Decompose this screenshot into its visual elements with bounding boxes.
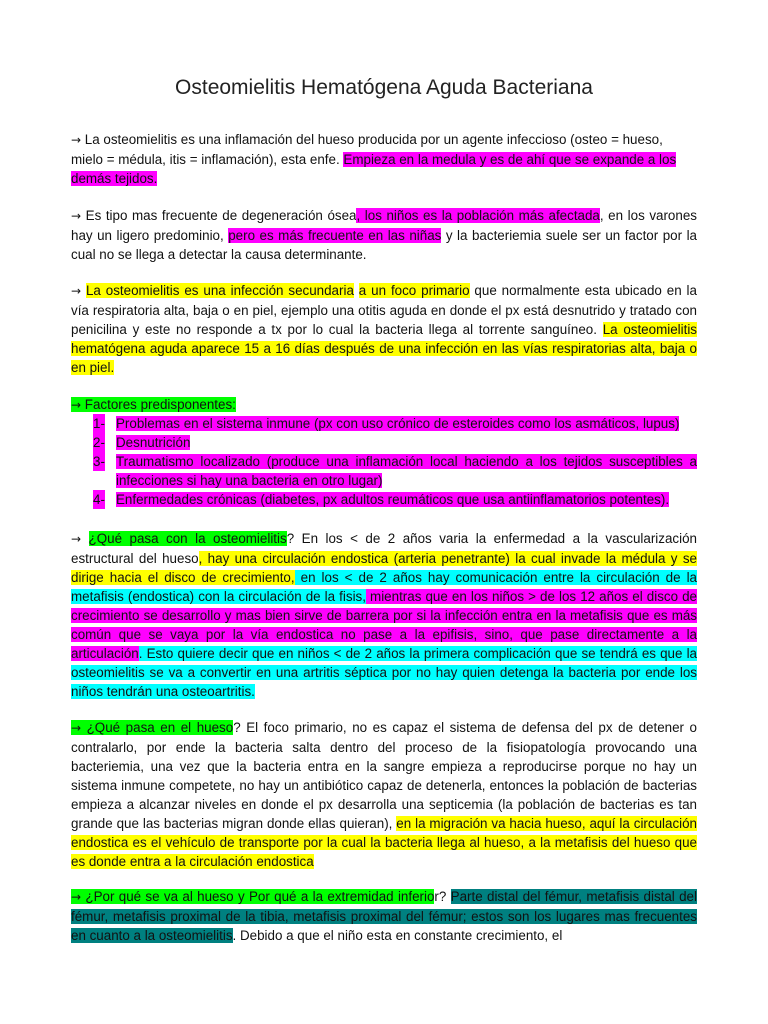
list-number: 2- bbox=[93, 435, 105, 450]
highlight-yellow: a un foco primario bbox=[358, 283, 470, 298]
factors-heading bbox=[71, 395, 697, 415]
highlight-magenta: pero es más frecuente en las niñas bbox=[228, 228, 442, 243]
highlight-cyan: en los < de 2 años hay comunicación entre la circulación de la metafisis (endostica) con la circulación de la fisis, bbox=[71, 570, 697, 604]
highlight-magenta: , los niños es la población más afectada bbox=[356, 208, 600, 223]
list-item bbox=[71, 452, 697, 490]
list-number: 4- bbox=[93, 492, 105, 507]
paragraph-secondary-infection bbox=[71, 281, 697, 377]
list-item bbox=[71, 414, 697, 433]
highlight-yellow: La osteomielitis es una infección secundaria bbox=[85, 283, 354, 298]
arrow-icon: → bbox=[71, 890, 82, 904]
list-item-text: Traumatismo localizado (produce una inflamación local haciendo a los tejidos susceptibles a infecciones si hay una bacteria en otro lugar) bbox=[116, 454, 697, 488]
text-segment bbox=[81, 531, 88, 546]
text-segment: que normalmente esta ubicado en la vía respiratoria alta, baja o en piel, ejemplo una otitis aguda en donde el px está desnutrido y tratado con penicilina y este no responde a tx por lo cual la bacteria llega al torrente sanguíneo. bbox=[71, 283, 697, 337]
paragraph-what-happens bbox=[71, 529, 697, 701]
text-segment: ? En los < de 2 años varia la enfermedad a la vascularización estructural del hueso bbox=[71, 531, 697, 566]
highlight-yellow: La osteomielitis hematógena aguda aparece 15 a 16 días después de una infección en las vías respiratorias alta, baja o en piel. bbox=[71, 322, 697, 375]
paragraph-bone bbox=[71, 718, 697, 871]
highlight-green: ¿Qué pasa en el hueso bbox=[81, 720, 234, 735]
factors-heading-text: Factores predisponentes: bbox=[81, 397, 236, 412]
paragraph-frequency bbox=[71, 206, 697, 264]
highlight-green: ¿Por qué se va al hueso y Por qué a la extremidad inferio bbox=[81, 889, 435, 904]
highlight-green: ¿Qué pasa con la osteomielitis bbox=[88, 531, 287, 546]
text-segment: y la bacteriemia suele ser un factor por la cual no se llega a detectar la causa determinante. bbox=[71, 228, 697, 262]
arrow-icon: → bbox=[71, 209, 82, 223]
list-item-text: Enfermedades crónicas (diabetes, px adultos reumáticos que usa antiinflamatorios potentes). bbox=[116, 492, 670, 507]
paragraph-definition bbox=[71, 130, 697, 188]
arrow-icon: → bbox=[71, 721, 82, 735]
highlight-magenta: Empieza en la medula y es de ahí que se expande a los demás tejidos. bbox=[71, 152, 677, 186]
arrow-icon: → bbox=[71, 398, 82, 412]
text-segment: . Debido a que el niño esta en constante crecimiento, el bbox=[232, 928, 563, 943]
highlight-cyan: . Esto quiere decir que en niños < de 2 años la primera complicación que se tendrá es que la osteomielitis se va a convertir en una artritis séptica por no hay quien detenga la bacteria por ende los niños tendrán una osteoartritis. bbox=[71, 646, 697, 699]
paragraph-lower-limb bbox=[71, 887, 697, 945]
list-item bbox=[71, 490, 697, 509]
arrow-icon: → bbox=[71, 133, 82, 147]
highlight-teal: Parte distal del fémur, metafisis distal del fémur, metafisis proximal de la tibia, metafisis proximal del fémur; estos son los lugares mas frecuentes en cuanto a la osteomielitis bbox=[71, 889, 697, 943]
document-title: Osteomielitis Hematógena Aguda Bacteriana bbox=[175, 76, 593, 99]
arrow-icon: → bbox=[71, 532, 82, 546]
arrow-icon: → bbox=[71, 284, 82, 298]
text-segment: Es tipo mas frecuente de degeneración ósea bbox=[81, 208, 357, 223]
list-item-text: Problemas en el sistema inmune (px con uso crónico de esteroides como los asmáticos, lupus) bbox=[116, 416, 680, 431]
list-item-text: Desnutrición bbox=[116, 435, 191, 450]
text-segment: La osteomielitis es una inflamación del hueso producida por un agente infeccioso (osteo = hueso, mielo = médula, itis = inflamación), esta enfe. bbox=[71, 132, 663, 167]
highlight-yellow: , hay una circulación endostica (arteria penetrante) la cual invade la médula y se dirige hacia el disco de crecimiento, bbox=[71, 551, 697, 585]
text-segment: ? El foco primario, no es capaz el sistema de defensa del px de detener o contralarlo, por ende la bacteria salta dentro del proceso de la fisiopatología provocando una bacteriemia, una vez que la bacteria entra en la sangre empieza a reproducirse porque no hay un sistema inmune competete, no hay un antibiótico capaz de detenerla, entonces la población de bacterias empieza a alcanzar niveles en donde el px desarrolla una septicemia (la población de bacterias es tan grande que las bacterias migran donde ellas quieran), bbox=[71, 720, 697, 831]
text-segment: , en los varones hay un ligero predominio, bbox=[71, 208, 697, 243]
list-item bbox=[71, 433, 697, 452]
highlight-yellow: en la migración va hacia hueso, aquí la circulación endostica es el vehículo de transporte por la cual la bacteria llega al hueso, a la metafisis del hueso que es donde entra a la circulación endostica bbox=[71, 816, 698, 869]
highlight-magenta: mientras que en los niños > de los 12 años el disco de crecimiento se desarrollo y mas bien sirve de barrera por si la infección entra en la metafisis que es más común que se vaya por la vía endostica no pase a la epifisis, sino, que pase directamente a la articulación bbox=[71, 589, 697, 661]
list-number: 3- bbox=[93, 454, 105, 469]
list-number: 1- bbox=[93, 416, 105, 431]
text-segment: r? bbox=[434, 889, 451, 904]
factors-list bbox=[71, 414, 697, 509]
